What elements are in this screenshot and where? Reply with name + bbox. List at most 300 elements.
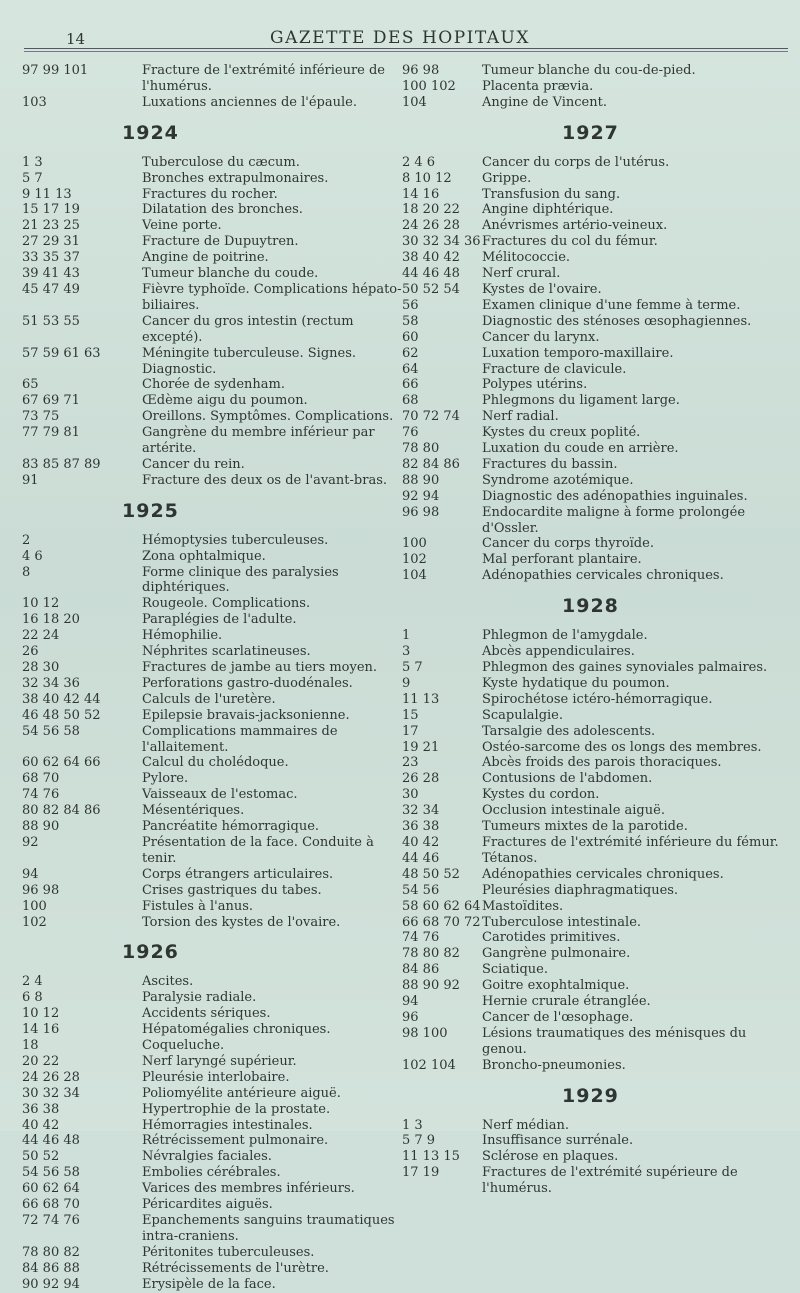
entry-title: Nerf médian. <box>482 1117 569 1133</box>
index-entry <box>402 171 782 187</box>
entry-title: Epilepsie bravais-jacksonienne. <box>142 707 350 723</box>
entry-pages: 58 <box>402 313 419 329</box>
entry-title: Fracture de l'extrémité inférieure de l'humérus. <box>142 63 386 94</box>
index-entry <box>402 724 782 740</box>
entry-title: Adénopathies cervicales chroniques. <box>482 866 724 882</box>
entry-title: Dilatation des bronches. <box>142 202 303 218</box>
index-entry <box>22 1277 402 1293</box>
index-entry <box>402 409 782 425</box>
index-entry <box>22 676 402 692</box>
entry-title: Nerf radial. <box>482 409 559 425</box>
entry-pages: 68 70 <box>22 771 60 787</box>
entry-pages: 36 38 <box>22 1101 60 1117</box>
entry-title: Torsion des kystes de l'ovaire. <box>142 914 341 930</box>
index-entry <box>22 596 402 612</box>
index-entry <box>402 819 782 835</box>
right-column <box>402 63 782 1197</box>
entry-pages: 78 80 82 <box>402 946 460 962</box>
entry-pages: 67 69 71 <box>22 393 80 409</box>
index-entry <box>402 489 782 505</box>
index-entry <box>402 803 782 819</box>
entry-pages: 88 90 <box>22 819 60 835</box>
entry-title: Sciatique. <box>482 962 548 978</box>
index-entry <box>402 899 782 915</box>
entry-title: Tumeurs mixtes de la parotide. <box>482 819 688 835</box>
entry-title: Fractures de l'extrémité inférieure du fémur. <box>482 834 779 850</box>
entry-title: Gangrène du membre inférieur par artérite. <box>142 425 375 457</box>
entry-pages: 97 99 101 <box>22 63 89 78</box>
entry-title: Cancer du gros intestin (rectum excepté). <box>142 313 354 345</box>
entry-pages: 10 12 <box>22 1006 60 1022</box>
index-entry <box>402 346 782 362</box>
entry-title: Nerf crural. <box>482 266 561 282</box>
index-entry <box>402 202 782 218</box>
entry-title: Angine diphtérique. <box>482 202 614 218</box>
entry-title: Corps étrangers articulaires. <box>142 866 334 882</box>
entry-pages: 40 42 <box>402 834 440 850</box>
entry-pages: 80 82 84 86 <box>22 803 101 819</box>
index-entry <box>22 1197 402 1213</box>
entry-title: Hernie crurale étranglée. <box>482 994 651 1010</box>
index-entry <box>402 441 782 457</box>
index-entry <box>22 755 402 771</box>
entry-pages: 2 <box>22 532 31 548</box>
entry-title: Goitre exophtalmique. <box>482 978 630 994</box>
year-heading: 1926 <box>122 941 179 964</box>
entry-title: Kystes du creux poplité. <box>482 425 641 441</box>
entry-title: Tumeur blanche du cou-de-pied. <box>482 63 696 78</box>
index-entry <box>22 95 402 111</box>
entry-title: Ostéo-sarcome des os longs des membres. <box>482 739 762 755</box>
entry-pages: 100 <box>22 898 47 914</box>
entry-title: Lésions traumatiques des ménisques du genou. <box>482 1025 747 1057</box>
entry-pages: 68 <box>402 393 419 409</box>
entry-pages: 18 <box>22 1038 39 1054</box>
index-entry <box>22 63 402 95</box>
entry-title: Rétrécissements de l'urètre. <box>142 1260 329 1276</box>
page-header <box>0 22 800 48</box>
entry-pages: 62 <box>402 345 419 361</box>
entry-title: Grippe. <box>482 170 532 186</box>
entry-title: Veine porte. <box>142 218 222 234</box>
index-entry <box>22 787 402 803</box>
entry-title: Tétanos. <box>482 850 538 866</box>
entry-pages: 14 16 <box>402 186 440 202</box>
entry-pages: 70 72 74 <box>402 409 460 425</box>
entry-title: Fractures de l'extrémité supérieure de l'humérus. <box>482 1165 738 1197</box>
page-number: 14 <box>66 30 86 48</box>
entry-pages: 19 21 <box>402 739 440 755</box>
entry-title: Œdème aigu du poumon. <box>142 393 308 409</box>
entry-title: Pylore. <box>142 771 189 787</box>
entry-title: Mal perforant plantaire. <box>482 552 642 568</box>
entry-title: Broncho-pneumonies. <box>482 1057 626 1073</box>
index-entry <box>402 883 782 899</box>
entry-pages: 10 12 <box>22 596 60 612</box>
index-entry <box>402 393 782 409</box>
entry-title: Syndrome azotémique. <box>482 472 634 488</box>
index-entry <box>22 990 402 1006</box>
entry-title: Endocardite maligne à forme prolongée d'Ossler. <box>482 504 746 536</box>
index-entry <box>22 692 402 708</box>
entry-title: Spirochétose ictéro-hémorragique. <box>482 691 713 707</box>
entry-pages: 74 76 <box>402 930 440 946</box>
entry-title: Perforations gastro-duodénales. <box>142 675 353 691</box>
entry-title: Fractures du rocher. <box>142 186 278 202</box>
index-entry <box>402 1026 782 1058</box>
index-entry <box>22 1070 402 1086</box>
index-entry <box>402 505 782 537</box>
entry-pages: 16 18 20 <box>22 612 80 628</box>
entry-title: Chorée de sydenham. <box>142 377 286 393</box>
index-entry <box>402 187 782 203</box>
entry-pages: 104 <box>402 94 427 110</box>
entry-title: Pleurésies diaphragmatiques. <box>482 882 679 898</box>
entry-title: Hémophilie. <box>142 628 223 644</box>
entry-pages: 44 46 48 <box>402 266 460 282</box>
index-entry <box>22 1006 402 1022</box>
entry-pages: 60 <box>402 329 419 345</box>
entry-pages: 100 <box>402 536 427 552</box>
entry-title: Epanchements sanguins traumatiques intra-craniens. <box>142 1213 395 1244</box>
index-entry <box>402 978 782 994</box>
entry-title: Abcès appendiculaires. <box>482 644 635 660</box>
entry-pages: 84 86 <box>402 962 440 978</box>
index-entry <box>402 266 782 282</box>
entry-pages: 5 7 9 <box>402 1133 436 1149</box>
year-heading: 1924 <box>122 121 179 144</box>
entry-pages: 102 <box>402 552 427 568</box>
entry-pages: 9 <box>402 675 411 691</box>
index-entry <box>22 628 402 644</box>
index-entry <box>22 899 402 915</box>
entry-pages: 60 62 64 66 <box>22 755 101 771</box>
entry-title: Phlegmon de l'amygdale. <box>482 628 648 644</box>
entry-pages: 66 68 70 72 <box>402 914 481 930</box>
entry-title: Néphrites scarlatineuses. <box>142 644 311 660</box>
entry-pages: 18 20 22 <box>402 202 460 218</box>
index-entry <box>22 533 402 549</box>
entry-pages: 88 90 <box>402 472 440 488</box>
entry-title: Rétrécissement pulmonaire. <box>142 1133 329 1149</box>
index-entry <box>402 1058 782 1074</box>
index-entry <box>402 282 782 298</box>
entry-pages: 1 <box>402 628 411 644</box>
index-entry <box>402 867 782 883</box>
index-entry <box>402 771 782 787</box>
entry-title: Mastoïdites. <box>482 898 564 914</box>
entry-title: Méningite tuberculeuse. Signes. Diagnostic. <box>142 345 357 377</box>
entry-pages: 96 98 <box>402 504 440 520</box>
entry-title: Kystes de l'ovaire. <box>482 281 602 297</box>
index-entry <box>22 1086 402 1102</box>
year-heading: 1928 <box>562 595 619 618</box>
entry-pages: 51 53 55 <box>22 313 80 329</box>
entry-title: Kystes du cordon. <box>482 787 600 803</box>
index-entry <box>402 676 782 692</box>
index-entry <box>22 835 402 867</box>
index-entry <box>22 565 402 597</box>
entry-pages: 11 13 <box>402 691 440 707</box>
index-entry <box>22 1245 402 1261</box>
entry-pages: 40 42 <box>22 1117 60 1133</box>
entry-title: Luxations anciennes de l'épaule. <box>142 94 357 110</box>
entry-title: Embolies cérébrales. <box>142 1165 281 1181</box>
entry-pages: 9 11 13 <box>22 186 72 202</box>
entry-title: Cancer du corps de l'utérus. <box>482 154 670 170</box>
index-entry <box>22 1133 402 1149</box>
entry-title: Adénopathies cervicales chroniques. <box>482 568 724 584</box>
entry-pages: 45 47 49 <box>22 281 80 297</box>
entry-title: Insuffisance surrénale. <box>482 1133 634 1149</box>
entry-title: Polypes utérins. <box>482 377 588 393</box>
index-entry <box>402 660 782 676</box>
entry-pages: 54 56 58 <box>22 1165 80 1181</box>
entry-pages: 46 48 50 52 <box>22 707 101 723</box>
entry-pages: 72 74 76 <box>22 1213 80 1228</box>
entry-title: Tuberculose du cæcum. <box>142 154 300 170</box>
index-entry <box>22 1038 402 1054</box>
entry-title: Phlegmons du ligament large. <box>482 393 680 409</box>
entry-pages: 28 30 <box>22 660 60 675</box>
entry-pages: 30 <box>402 787 419 803</box>
entry-pages: 3 <box>402 644 411 660</box>
left-column <box>22 63 402 1293</box>
index-entry <box>402 1010 782 1026</box>
entry-pages: 58 60 62 64 <box>402 898 481 914</box>
entry-pages: 100 102 <box>402 78 456 94</box>
entry-title: Hémorragies intestinales. <box>142 1117 313 1133</box>
entry-pages: 21 23 25 <box>22 218 80 234</box>
entry-title: Fractures de jambe au tiers moyen. <box>142 660 378 675</box>
entry-pages: 30 32 34 <box>22 1085 80 1101</box>
index-entry <box>22 612 402 628</box>
index-entry <box>402 1149 782 1165</box>
index-entry <box>22 282 402 314</box>
index-entry <box>402 377 782 393</box>
entry-title: Zona ophtalmique. <box>142 548 266 564</box>
index-entry <box>22 346 402 378</box>
index-entry <box>22 1022 402 1038</box>
index-entry <box>402 473 782 489</box>
entry-pages: 26 <box>22 644 39 660</box>
index-entry <box>22 266 402 282</box>
entry-title: Ascites. <box>142 974 194 990</box>
entry-pages: 15 <box>402 707 419 723</box>
index-entry <box>402 330 782 346</box>
entry-pages: 57 59 61 63 <box>22 345 101 361</box>
index-entry <box>22 708 402 724</box>
index-entry <box>22 155 402 171</box>
entry-pages: 96 <box>402 1009 419 1025</box>
index-entry <box>22 1213 402 1245</box>
index-entry <box>22 187 402 203</box>
entry-title: Gangrène pulmonaire. <box>482 946 631 962</box>
index-entry <box>402 552 782 568</box>
entry-title: Fistules à l'anus. <box>142 898 254 914</box>
entry-title: Complications mammaires de l'allaitement. <box>142 723 338 755</box>
index-entry <box>402 994 782 1010</box>
index-entry <box>402 946 782 962</box>
entry-title: Nerf laryngé supérieur. <box>142 1053 297 1069</box>
entry-pages: 24 26 28 <box>22 1069 80 1085</box>
index-entry <box>22 457 402 473</box>
entry-title: Hémoptysies tuberculeuses. <box>142 532 329 548</box>
entry-pages: 26 28 <box>402 771 440 787</box>
entry-pages: 88 90 92 <box>402 978 460 994</box>
entry-title: Bronches extrapulmonaires. <box>142 170 329 186</box>
entry-pages: 8 10 12 <box>402 170 452 186</box>
entry-pages: 54 56 58 <box>22 723 80 739</box>
entry-pages: 77 79 81 <box>22 425 80 441</box>
entry-pages: 98 100 <box>402 1025 448 1041</box>
entry-title: Crises gastriques du tabes. <box>142 882 322 898</box>
index-entry <box>22 867 402 883</box>
index-entry <box>22 1181 402 1197</box>
entry-pages: 44 46 48 <box>22 1133 80 1149</box>
entry-title: Phlegmon des gaines synoviales palmaires. <box>482 660 768 675</box>
entry-pages: 102 <box>22 914 47 930</box>
index-entry <box>22 377 402 393</box>
entry-title: Paraplégies de l'adulte. <box>142 612 297 628</box>
entry-pages: 38 40 42 44 <box>22 691 101 707</box>
index-entry <box>22 644 402 660</box>
index-entry <box>22 250 402 266</box>
index-entry <box>22 974 402 990</box>
index-entry <box>22 1054 402 1070</box>
entry-title: Névralgies faciales. <box>142 1149 272 1165</box>
index-entry <box>22 1261 402 1277</box>
entry-title: Varices des membres inférieurs. <box>142 1181 355 1197</box>
journal-title: GAZETTE DES HOPITAUX <box>269 28 530 48</box>
entry-title: Cancer du rein. <box>142 456 245 472</box>
entry-pages: 104 <box>402 568 427 584</box>
index-entry <box>22 393 402 409</box>
entry-pages: 39 41 43 <box>22 266 80 282</box>
index-entry <box>402 740 782 756</box>
entry-title: Mélitococcie. <box>482 250 571 266</box>
index-entry <box>22 883 402 899</box>
entry-pages: 48 50 52 <box>402 866 460 882</box>
entry-pages: 36 38 <box>402 819 440 835</box>
entry-pages: 78 80 82 <box>22 1244 80 1260</box>
index-entry <box>402 95 782 111</box>
entry-pages: 11 13 15 <box>402 1149 460 1165</box>
entry-pages: 4 6 <box>22 548 43 564</box>
index-entry <box>22 915 402 931</box>
entry-title: Cancer de l'œsophage. <box>482 1009 634 1025</box>
entry-title: Oreillons. Symptômes. Complications. <box>142 409 394 425</box>
entry-pages: 96 98 <box>22 882 60 898</box>
index-entry <box>402 915 782 931</box>
entry-title: Péritonites tuberculeuses. <box>142 1244 315 1260</box>
index-entry <box>402 628 782 644</box>
entry-pages: 8 <box>22 564 31 580</box>
entry-title: Péricardites aiguës. <box>142 1197 273 1213</box>
entry-pages: 5 7 <box>402 660 423 675</box>
index-entry <box>402 457 782 473</box>
entry-title: Coqueluche. <box>142 1038 225 1054</box>
entry-pages: 76 <box>402 425 419 441</box>
entry-pages: 65 <box>22 377 39 393</box>
index-entry <box>22 549 402 565</box>
entry-pages: 73 75 <box>22 409 60 425</box>
entry-title: Luxation temporo-maxillaire. <box>482 345 674 361</box>
entry-pages: 38 40 42 <box>402 250 460 266</box>
index-entry <box>22 218 402 234</box>
entry-title: Hépatomégalies chroniques. <box>142 1022 331 1038</box>
index-entry <box>402 1133 782 1149</box>
index-entry <box>402 708 782 724</box>
entry-pages: 60 62 64 <box>22 1181 80 1197</box>
entry-pages: 1 3 <box>402 1117 423 1133</box>
entry-pages: 44 46 <box>402 850 440 866</box>
index-entry <box>22 819 402 835</box>
entry-title: Abcès froids des parois thoraciques. <box>482 755 722 771</box>
entry-title: Occlusion intestinale aiguë. <box>482 803 665 819</box>
entry-pages: 27 29 31 <box>22 234 80 250</box>
entry-pages: 30 32 34 36 <box>402 234 481 250</box>
year-heading: 1929 <box>562 1084 619 1107</box>
index-entry <box>402 755 782 771</box>
entry-pages: 50 52 54 <box>402 281 460 297</box>
entry-pages: 102 104 <box>402 1057 456 1073</box>
entry-title: Fractures du bassin. <box>482 456 618 472</box>
entry-title: Tumeur blanche du coude. <box>142 266 319 282</box>
index-entry <box>402 536 782 552</box>
entry-pages: 14 16 <box>22 1022 60 1038</box>
entry-title: Angine de poitrine. <box>142 250 269 266</box>
header-rule-secondary <box>24 51 788 52</box>
entry-title: Pleurésie interlobaire. <box>142 1069 290 1085</box>
index-entry <box>22 660 402 676</box>
index-entry <box>22 1149 402 1165</box>
index-entry <box>402 250 782 266</box>
entry-pages: 82 84 86 <box>402 456 460 472</box>
entry-pages: 17 19 <box>402 1165 440 1181</box>
entry-title: Anévrismes artério-veineux. <box>482 218 668 234</box>
entry-pages: 2 4 <box>22 974 43 990</box>
entry-title: Fièvre typhoïde. Complications hépato-biliaires. <box>142 281 402 313</box>
entry-title: Fracture de clavicule. <box>482 361 627 377</box>
entry-pages: 33 35 37 <box>22 250 80 266</box>
index-entry <box>402 362 782 378</box>
entry-pages: 23 <box>402 755 419 771</box>
entry-pages: 1 3 <box>22 154 43 170</box>
entry-title: Transfusion du sang. <box>482 186 621 202</box>
entry-title: Paralysie radiale. <box>142 990 257 1006</box>
index-entry <box>402 787 782 803</box>
entry-pages: 15 17 19 <box>22 202 80 218</box>
index-entry <box>402 155 782 171</box>
entry-pages: 2 4 6 <box>402 154 436 170</box>
index-entry <box>22 409 402 425</box>
index-entry <box>402 568 782 584</box>
entry-pages: 32 34 36 <box>22 675 80 691</box>
entry-title: Luxation du coude en arrière. <box>482 441 679 457</box>
entry-title: Pancréatite hémorragique. <box>142 819 320 835</box>
entry-title: Sclérose en plaques. <box>482 1149 619 1165</box>
index-entry <box>402 314 782 330</box>
index-entry <box>402 234 782 250</box>
entry-pages: 22 24 <box>22 628 60 644</box>
entry-pages: 74 76 <box>22 787 60 803</box>
entry-title: Calculs de l'uretère. <box>142 691 276 707</box>
entry-pages: 24 26 28 <box>402 218 460 234</box>
entry-title: Vaisseaux de l'estomac. <box>142 787 298 803</box>
entry-title: Cancer du larynx. <box>482 329 600 345</box>
entry-pages: 96 98 <box>402 63 440 78</box>
